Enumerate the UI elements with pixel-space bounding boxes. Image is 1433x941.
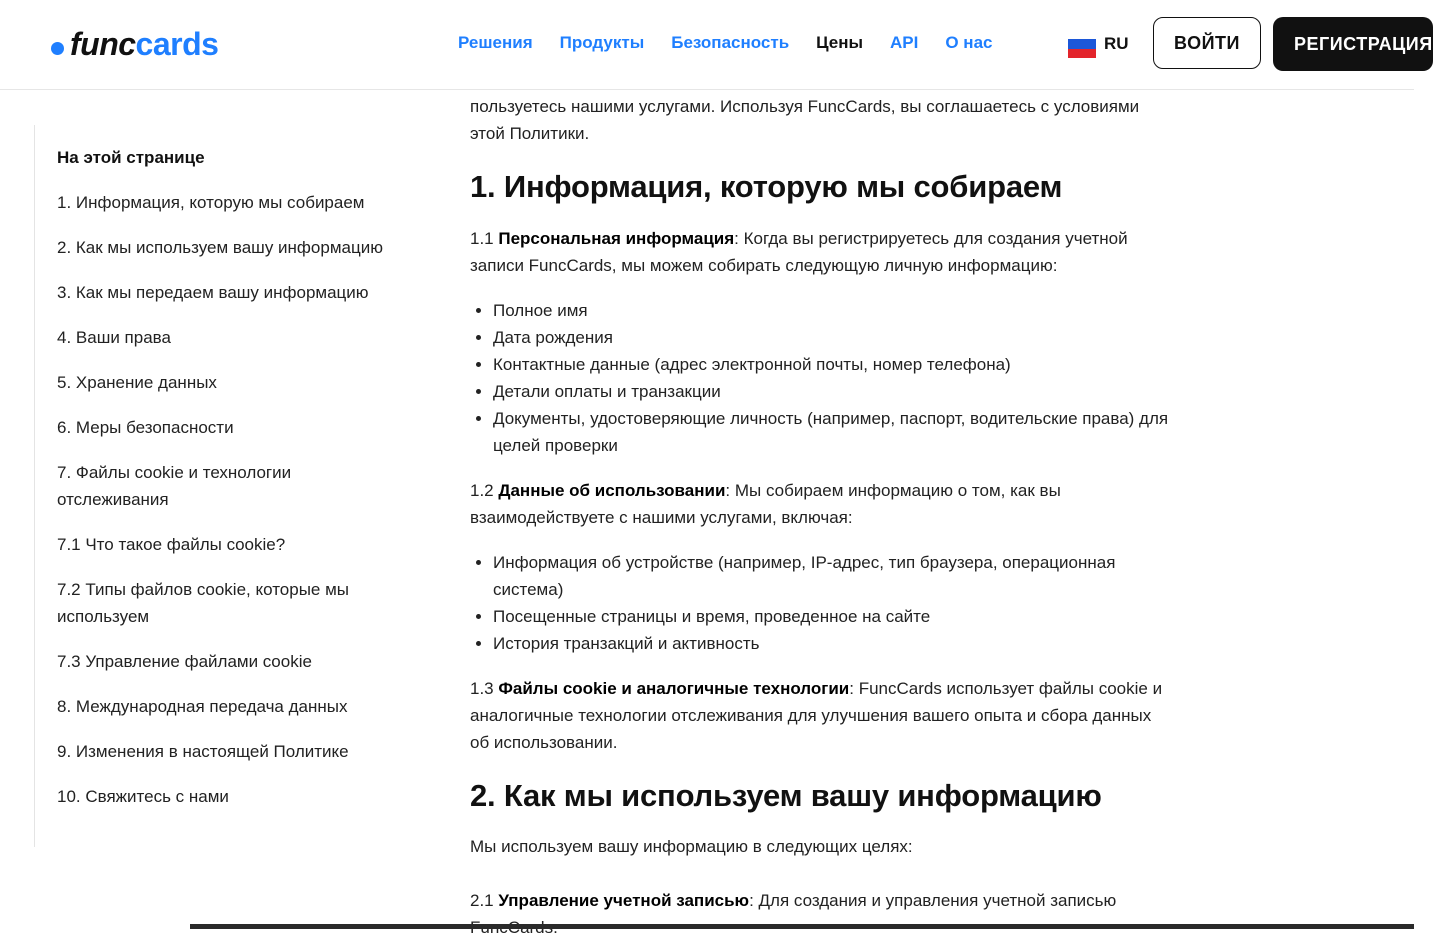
section-1-3-paragraph [470,675,1170,756]
section-text: : FuncCards использует файлы cookie и аналогичные технологии отслеживания для улучшения вашего опыта и сбора данных об использовании. [470,679,1163,752]
russia-flag-icon [1068,30,1096,58]
nav-about[interactable]: О нас [945,33,993,52]
section-text: : Когда вы регистрируетесь для создания учетной записи FuncCards, мы можем собирать следующую личную информацию: [470,229,1128,275]
table-of-contents [57,144,387,828]
section-text: : Мы собираем информацию о том, как вы взаимодействуете с нашими услугами, включая: [470,481,1061,527]
toc-item[interactable]: 1. Информация, которую мы собираем [57,193,365,212]
toc-item[interactable]: 10. Свяжитесь с нами [57,787,229,806]
toc-item[interactable]: 7.1 Что такое файлы cookie? [57,535,286,554]
section-2-1-paragraph [470,887,1170,941]
nav-solutions[interactable]: Решения [458,33,533,52]
section-term: Персональная информация [498,229,735,248]
list-item: • История транзакций и активность [493,630,1170,657]
toc-item[interactable]: 9. Изменения в настоящей Политике [57,742,349,761]
section-term: Файлы cookie и аналогичные технологии [498,679,850,698]
section-number: 1.1 [470,229,499,248]
register-button[interactable]: РЕГИСТРАЦИЯ [1273,17,1433,71]
section-number: 1.3 [470,679,499,698]
toc-item[interactable]: 7. Файлы cookie и технологии отслеживания [57,463,292,509]
list-item: • Посещенные страницы и время, проведенное на сайте [493,603,1170,630]
list-item: • Документы, удостоверяющие личность (например, паспорт, водительские права) для целей проверки [493,405,1170,459]
section-1-2-paragraph [470,477,1170,531]
toc-item[interactable]: 4. Ваши права [57,328,171,347]
section-2-intro: Мы используем вашу информацию в следующих целях: [470,837,913,856]
toc-item[interactable]: 7.2 Типы файлов cookie, которые мы используем [57,580,349,626]
site-header [0,0,1433,90]
toc-item[interactable]: 7.3 Управление файлами cookie [57,652,312,671]
list-item: • Дата рождения [493,324,1170,351]
section-1-heading: 1. Информация, которую мы собираем [470,169,1063,204]
section-2-heading: 2. Как мы используем вашу информацию [470,778,1102,813]
list-item: • Контактные данные (адрес электронной почты, номер телефона) [493,351,1170,378]
funccards-logo[interactable] [51,24,218,64]
section-text: : Для создания и управления учетной записью [749,891,1117,910]
section-term: Управление учетной записью [498,891,750,910]
logo-dot-icon [51,42,64,55]
toc-item[interactable]: 3. Как мы передаем вашу информацию [57,283,369,302]
section-1-1-paragraph [470,225,1170,279]
nav-security[interactable]: Безопасность [671,33,790,52]
toc-divider [34,125,35,847]
toc-item[interactable]: 2. Как мы используем вашу информацию [57,238,383,257]
logo-cards-text: cards [135,25,219,62]
personal-info-list [470,297,1170,459]
language-code: RU [1104,34,1129,53]
nav-products[interactable]: Продукты [559,33,645,52]
nav-api[interactable]: API [890,33,919,52]
horizontal-scrollbar[interactable] [190,924,1414,929]
toc-item[interactable]: 6. Меры безопасности [57,418,234,437]
list-item: • Детали оплаты и транзакции [493,378,1170,405]
logo-func-text: func [70,25,136,62]
section-number: 2.1 [470,891,499,910]
main-nav [458,33,1019,53]
toc-item[interactable]: 8. Международная передача данных [57,697,348,716]
login-button[interactable]: ВОЙТИ [1153,17,1261,69]
language-switcher[interactable] [1068,30,1129,58]
toc-item[interactable]: 5. Хранение данных [57,373,217,392]
section-term: Данные об использовании [498,481,726,500]
list-item: • Информация об устройстве (например, IP-адрес, тип браузера, операционная система) [493,549,1170,603]
toc-title: На этой странице [57,148,205,167]
section-number: 1.2 [470,481,499,500]
policy-content [470,93,1170,941]
list-item: • Полное имя [493,297,1170,324]
nav-pricing[interactable]: Цены [816,33,864,52]
usage-data-list [470,549,1170,657]
intro-paragraph: пользуетесь нашими услугами. Используя FuncCards, вы соглашаетесь с условиями этой Политики. [470,97,1140,143]
